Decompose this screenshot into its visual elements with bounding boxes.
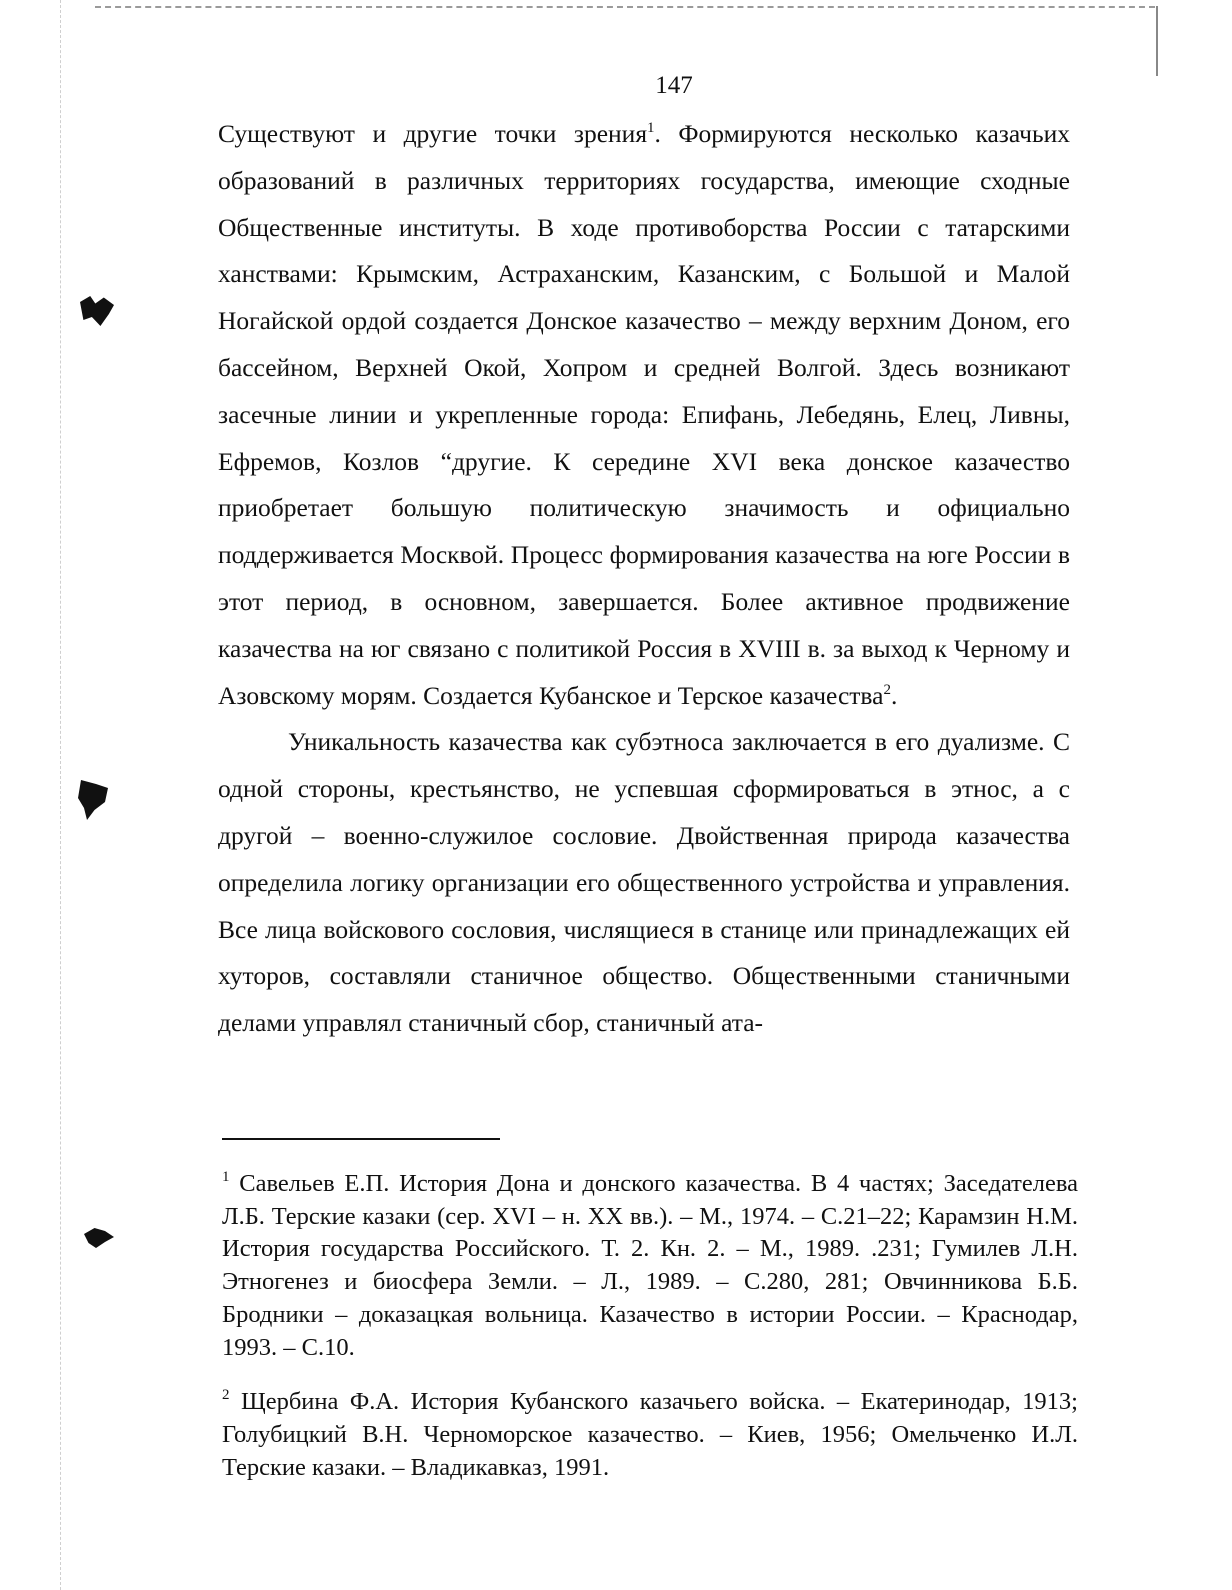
footnote	[222, 1168, 1078, 1364]
main-text	[218, 111, 1070, 1047]
binding-hole-mark	[80, 296, 114, 326]
page-number: 147	[655, 72, 693, 99]
footnote-separator	[222, 1138, 500, 1140]
footnote-reference[interactable]: 2	[883, 681, 891, 698]
footnote-reference[interactable]: 1	[647, 120, 655, 136]
footnotes	[222, 1168, 1078, 1484]
scan-edge-left	[60, 0, 61, 1590]
binding-hole-mark	[78, 780, 108, 820]
paragraph-text: Существуют и другие точки зрения	[218, 119, 648, 148]
footnote-marker: 2	[222, 1387, 230, 1404]
footnote-text: Щербина Ф.А. История Кубанского казачьего войска. – Екатеринодар, 1913; Голубицкий В.Н. Черноморское казачество. – Киев, 1956; Омельченко И.Л. Терские казаки. – Владикавказ, 1991.	[222, 1388, 1078, 1481]
binding-hole-mark	[84, 1228, 114, 1248]
paragraph-text: . Формируются несколько казачьих образований в различных территориях государства, имеющие сходные Общественные институты. В ходе противоборства России с татарскими ханствами: Крымским, Астраханским, Казанским, с Большой и Малой Ногайской ордой создается Донское казачество – между верхним Доном, его бассейном, Верхней Окой, Хопром и средней Волгой. Здесь возникают засечные линии и укрепленные города: Епифань, Лебедянь, Елец, Ливны, Ефремов, Козлов “другие. К середине XVI века донское казачество приобретает большую политическую значимость и официально поддерживается Москвой. Процесс формирования казачества на юге России в этот период, в основном, завершается. Более активное продвижение казачества на юг связано с политикой Россия в XVIII в. за выход к Черному и Азовскому морям. Создается Кубанское и Терское казачества	[218, 119, 1070, 710]
scan-edge-top	[95, 6, 1155, 8]
scan-edge-right	[1156, 6, 1158, 76]
paragraph: Уникальность казачества как субэтноса заключается в его дуализме. С одной стороны, крестьянство, не успевшая сформироваться в этнос, а с другой – военно-служилое сословие. Двойственная природа казачества определила логику организации его общественного устройства и управления. Все лица войскового сословия, числящиеся в станице или принадлежащих ей хуторов, составляли станичное общество. Общественными станичными делами управлял станичный сбор, станичный ата-	[218, 727, 1070, 1038]
footnote	[222, 1386, 1078, 1484]
footnote-marker: 1	[222, 1169, 230, 1185]
paragraph-text: .	[890, 680, 898, 710]
footnote-text: Савельев Е.П. История Дона и донского казачества. В 4 частях; Заседателева Л.Б. Терские казаки (сер. XVI – н. XX вв.). – М., 1974. – С.21–22; Карамзин Н.М. История государства Российского. Т. 2. Кн. 2. – М., 1989. .231; Гумилев Л.Н. Этногенез и биосфера Земли. – Л., 1989. – С.280, 281; Овчинникова Б.Б. Бродники – доказацкая вольница. Казачество в истории России. – Краснодар, 1993. – С.10.	[222, 1170, 1078, 1361]
paragraph	[218, 111, 1070, 719]
